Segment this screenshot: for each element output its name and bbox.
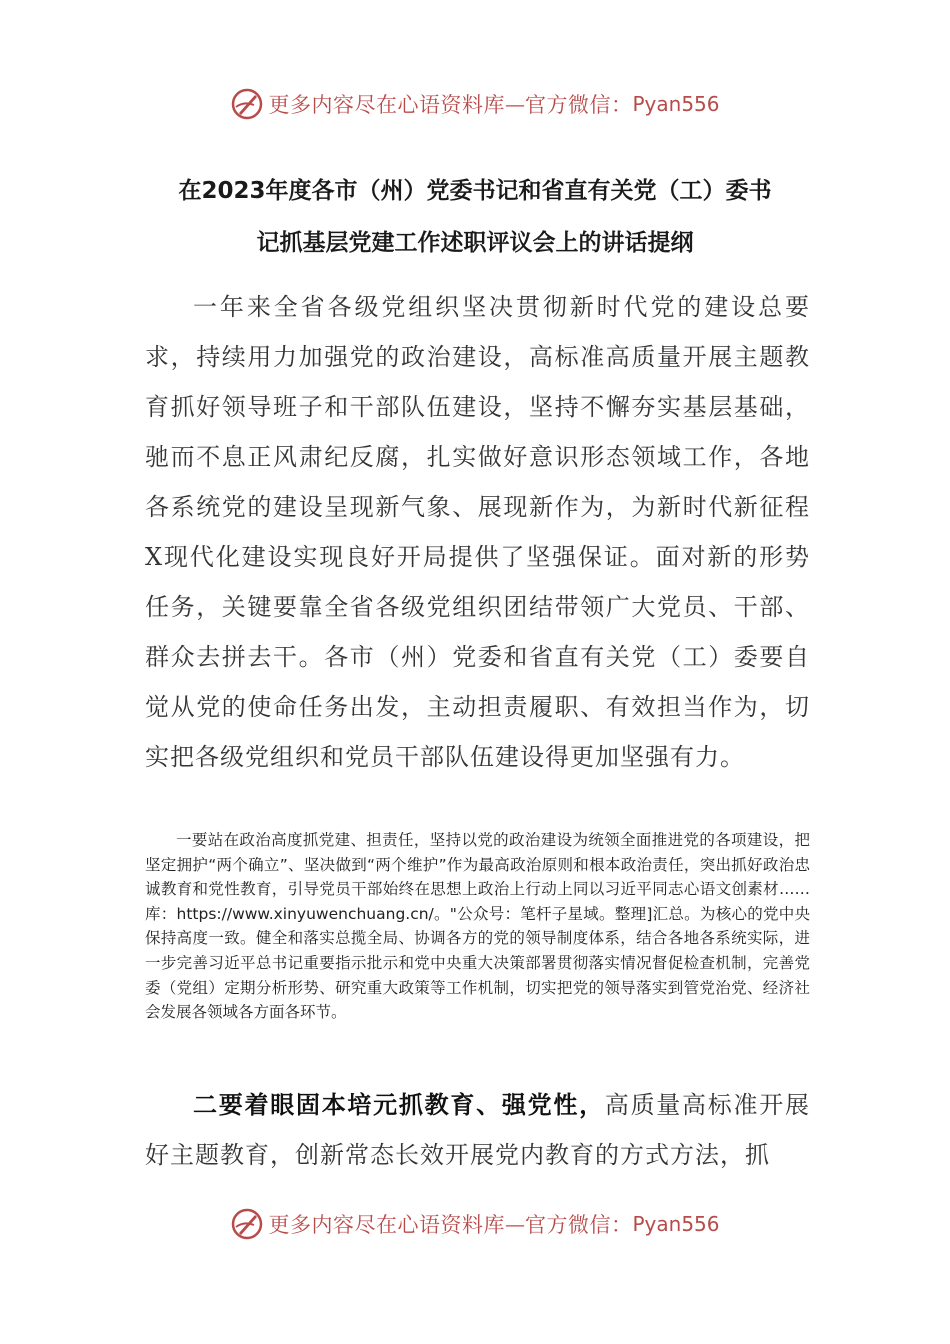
banner-dash: —: [504, 1212, 525, 1236]
banner-wechat-id: Pyan556: [632, 1212, 720, 1236]
footer-banner: [0, 1204, 950, 1244]
banner-dash: —: [504, 92, 525, 116]
banner-wechat-label: 官方微信：: [524, 1213, 633, 1237]
paragraph-intro: 一年来全省各级党组织坚决贯彻新时代党的建设总要求，持续用力加强党的政治建设，高标准高质量开展主题教育抓好领导班子和干部队伍建设，坚持不懈夯实基层基础，驰而不息正风肃纪反腐，扎实做好意识形态领域工作，各地各系统党的建设呈现新气象、展现新作为，为新时代新征程X现代化建设实现良好开局提供了坚强保证。面对新的形势任务，关键要靠全省各级党组织团结带领广大党员、干部、群众去拼去干。各市（州）党委和省直有关党（工）委要自觉从党的使命任务出发，主动担责履职、有效担当作为，切实把各级党组织和党员干部队伍建设得更加坚强有力。: [145, 293, 810, 771]
banner-wechat-id: Pyan556: [632, 92, 720, 116]
paragraph-point-two: [145, 1080, 810, 1180]
title-line-2: 记抓基层党建工作述职评议会上的讲话提纲: [256, 230, 694, 256]
banner-wechat-label: 官方微信：: [524, 93, 633, 117]
banner-text: 更多内容尽在心语资料库: [268, 93, 505, 117]
pen-logo-icon: [230, 1207, 264, 1241]
header-banner: [0, 84, 950, 124]
point-two-rest: 高质量高标准开展好主题教育，创新常态长效开展党内教育的方式方法，抓: [145, 1091, 811, 1169]
paragraph-point-one: 一要站在政治高度抓党建、担责任，坚持以党的政治建设为统领全面推进党的各项建设，把坚定拥护“两个确立”、坚决做到“两个维护”作为最高政治原则和根本政治责任，突出抓好政治忠诚教育和党性教育，引导党员干部始终在思想上政治上行动上同以习近平同志心语文创素材……库：https://www.xinyuwenchuang.cn/。"公众号：笔杆子星域。整理]汇总。为核心的党中央保持高度一致。健全和落实总揽全局、协调各方的党的领导制度体系，结合各地各系统实际，进一步完善习近平总书记重要指示批示和党中央重大决策部署贯彻落实情况督促检查机制，完善党委（党组）定期分析形势、研究重大政策等工作机制，切实把党的领导落实到管党治党、经济社会发展各领域各方面各环节。: [145, 831, 810, 1022]
pen-logo-icon: [230, 87, 264, 121]
title-line-1: 在2023年度各市（州）党委书记和省直有关党（工）委书: [178, 178, 772, 204]
banner-text: 更多内容尽在心语资料库: [268, 1213, 505, 1237]
point-two-lead: 二要着眼固本培元抓教育、强党性，: [193, 1091, 605, 1119]
